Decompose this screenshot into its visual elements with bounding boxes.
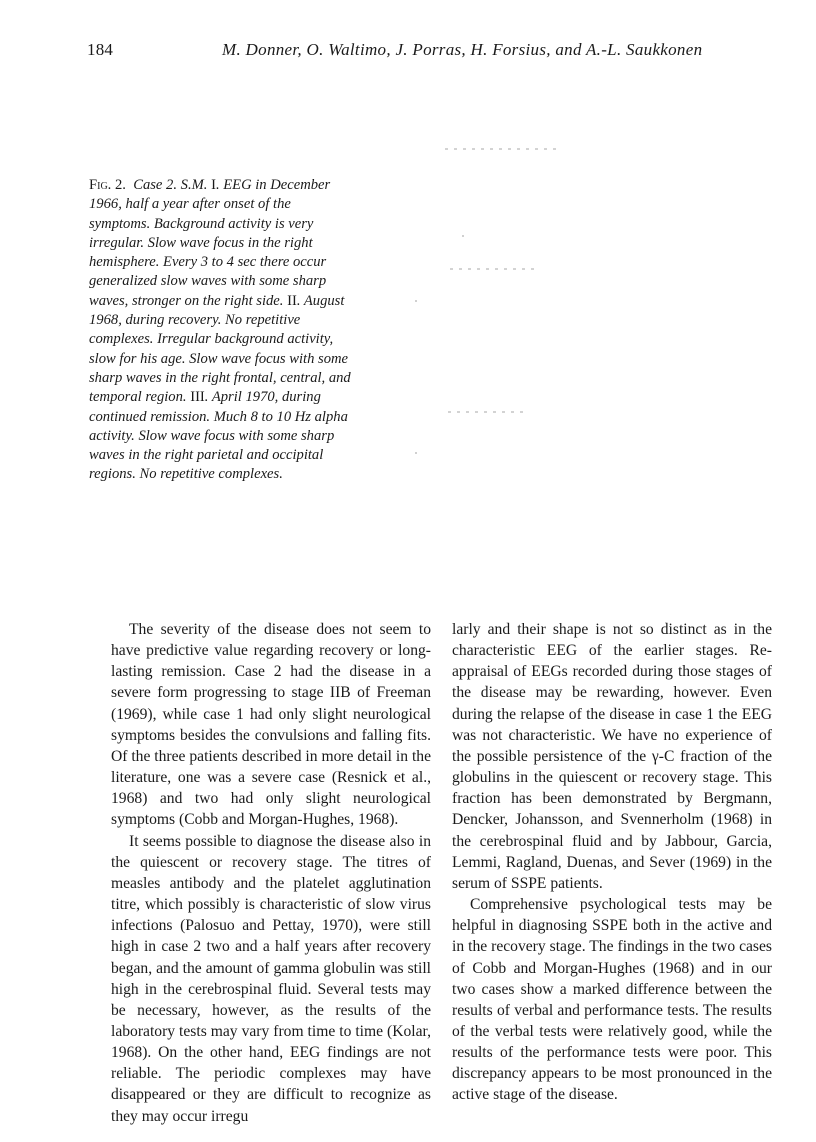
left-column <box>111 619 431 1127</box>
eeg-mark <box>415 300 417 302</box>
eeg-trace <box>448 411 523 413</box>
caption-text-1: Case 2. S.M. <box>133 177 212 193</box>
paragraph: It seems possible to diagnose the disease also in the quiescent or recovery stage. The titres of measles antibody and the platelet agglutination titre, which possibly is characteristic of slow virus infections (Palosuo and Pettay, 1970), were still high in case 2 two and a half years after recovery began, and the amount of gamma globulin was still high in the cerebrospinal fluid. Several tests may be necessary, however, as the results of the laboratory tests may vary from time to time (Kolar, 1968). On the other hand, EEG findings are not reliable. The periodic complexes may have disappeared or they are difficult to recognize as they may occur irregu <box>111 832 431 1125</box>
paragraph-continued: larly and their shape is not so distinct as in the characteristic EEG of the earlier stages. Reappraisal of EEGs recorded during those stages of the disease may be rewarding, however. Even during the relapse of the disease in case 1 the EEG was not characteristic. We have no experience of the possible persistence of the γ-C fraction of the globulins in the quiescent or recovery stage. This fraction has been demonstrated by Bergmann, Dencker, Johansson, and Svennerholm (1968) in the cerebrospinal fluid and by Jabbour, Garcia, Lemmi, Ragland, Duenas, and Sever (1969) in the serum of SSPE patients. <box>452 621 772 892</box>
eeg-trace <box>445 148 560 150</box>
roman-numeral-1: I <box>211 177 216 193</box>
caption-text-4: . April 1970, during continued remission. Much 8 to 10 Hz alpha activity. Slow wave focus with some sharp waves in the right parietal and occipital regions. No repetitive complexes. <box>89 389 348 483</box>
paragraph: Comprehensive psychological tests may be helpful in diagnosing SSPE both in the active and in the recovery stage. The findings in the two cases of Cobb and Morgan-Hughes (1968) and in our two cases show a marked difference between the results of verbal and performance tests. The results of the verbal tests were relatively good, while the results of the performance tests were poor. This discrepancy appears to be most pronounced in the active stage of the disease. <box>452 896 772 1104</box>
caption-text-2: . EEG in December 1966, half a year after onset of the symptoms. Background activity is very irregular. Slow wave focus in the right hemisphere. Every 3 to 4 sec there occur generalized slow waves with some sharp waves, stronger on the right side. <box>89 177 331 309</box>
paragraph: The severity of the disease does not seem to have predictive value regarding recovery or long-lasting remission. Case 2 had the disease in a severe form progressing to stage IIB of Freeman (1969), while case 1 had only slight neurological symptoms besides the convulsions and falling fits. Of the three patients described in more detail in the literature, one was a severe case (Resnick et al., 1968) and two had only slight neurological symptoms (Cobb and Morgan-Hughes, 1968). <box>111 621 431 829</box>
eeg-mark <box>415 452 417 454</box>
eeg-figure-faded <box>400 140 600 470</box>
page-number: 184 <box>87 40 114 59</box>
roman-numeral-3: III <box>190 389 205 406</box>
figure-caption <box>89 176 351 485</box>
eeg-mark <box>462 235 464 237</box>
figure-label: Fig. 2. <box>89 177 126 193</box>
roman-numeral-2: II <box>287 292 297 309</box>
caption-text-3: . August 1968, during recovery. No repetitive complexes. Irregular background activity, slow for his age. Slow wave focus with some sharp waves in the right frontal, central, and temporal region. <box>89 292 351 406</box>
right-column <box>452 619 772 1106</box>
running-head: M. Donner, O. Waltimo, J. Porras, H. Forsius, and A.-L. Saukkonen <box>222 40 703 59</box>
eeg-trace <box>450 268 535 270</box>
